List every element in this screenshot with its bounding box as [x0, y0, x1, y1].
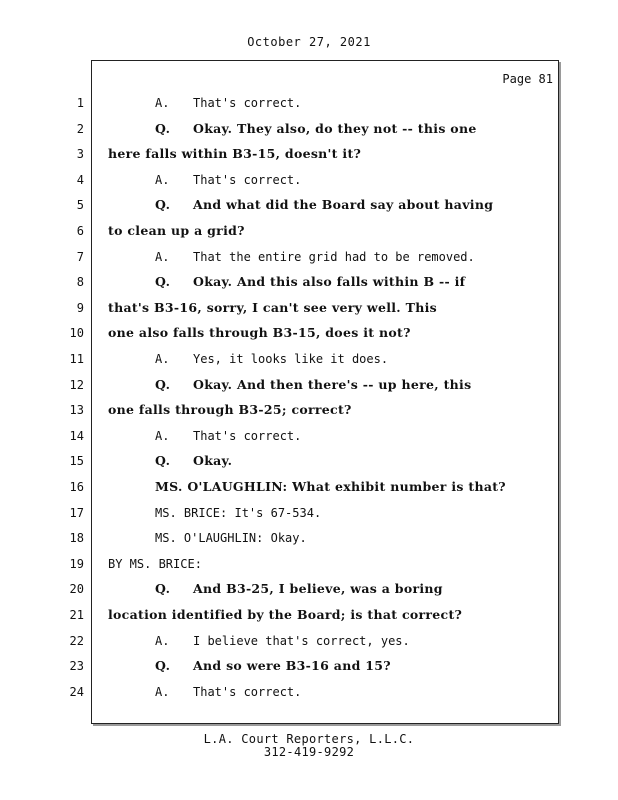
reporter-company: L.A. Court Reporters, L.L.C. — [203, 732, 415, 746]
line-text — [155, 632, 595, 650]
line-content: one also falls through B3-15, does it not? — [108, 325, 411, 341]
line-content: location identified by the Board; is that correct? — [108, 607, 463, 622]
line-content: MS. BRICE: It's 67-534. — [155, 505, 322, 520]
line-number: 13 — [69, 403, 84, 418]
line-text — [155, 273, 595, 291]
line-number: 24 — [69, 684, 84, 699]
line-text — [155, 657, 595, 675]
line-number: 14 — [69, 428, 84, 443]
transcript-line — [0, 196, 618, 214]
line-number: 12 — [69, 377, 84, 392]
line-number: 11 — [69, 352, 84, 366]
line-content: Okay. They also, do they not -- this one — [193, 120, 477, 136]
line-text — [155, 504, 595, 522]
line-text — [108, 145, 548, 163]
line-number: 22 — [69, 633, 84, 648]
speaker-marker: Q. — [155, 376, 171, 392]
line-number: 1 — [76, 96, 84, 110]
line-number: 8 — [76, 275, 84, 290]
line-text — [155, 196, 595, 214]
line-text — [155, 94, 595, 112]
transcript-line — [0, 248, 618, 266]
transcript-line — [0, 171, 618, 189]
speaker-marker: Q. — [155, 274, 171, 290]
speaker-marker: Q. — [155, 120, 171, 136]
line-text — [155, 683, 595, 701]
line-content: Okay. And then there's -- up here, this — [193, 376, 472, 392]
transcript-line — [0, 145, 618, 163]
line-number: 20 — [69, 582, 84, 597]
line-content: Okay. And this also falls within B -- if — [193, 274, 466, 290]
line-content: That's correct. — [193, 172, 302, 187]
line-text — [155, 376, 595, 394]
transcript-line — [0, 452, 618, 470]
speaker-marker: A. — [155, 684, 170, 699]
footer — [0, 733, 618, 759]
line-content: That's correct. — [193, 428, 302, 443]
line-text — [155, 452, 595, 470]
transcript-line — [0, 120, 618, 138]
transcript-line — [0, 478, 618, 496]
line-content: And B3-25, I believe, was a boring — [193, 581, 443, 597]
line-content: Yes, it looks like it does. — [193, 352, 389, 366]
line-content: BY MS. BRICE: — [108, 556, 202, 571]
transcript-line — [0, 606, 618, 624]
transcript-line — [0, 350, 618, 368]
line-text — [108, 222, 548, 240]
transcript-line — [0, 580, 618, 598]
speaker-marker: Q. — [155, 453, 171, 469]
speaker-marker: Q. — [155, 658, 171, 674]
transcript-line — [0, 376, 618, 394]
transcript-line — [0, 504, 618, 522]
speaker-marker: A. — [155, 172, 170, 187]
line-content: MS. O'LAUGHLIN: What exhibit number is that? — [155, 479, 506, 494]
speaker-marker: A. — [155, 428, 170, 443]
transcript-line — [0, 222, 618, 240]
line-content: that's B3-16, sorry, I can't see very well. This — [108, 299, 437, 315]
transcript-line — [0, 683, 618, 701]
line-text — [155, 529, 595, 547]
line-content: one falls through B3-25; correct? — [108, 402, 352, 418]
transcript-line — [0, 555, 618, 573]
transcript-line — [0, 94, 618, 112]
line-content: That's correct. — [193, 96, 302, 110]
line-text — [155, 248, 595, 266]
line-number: 10 — [69, 326, 84, 341]
speaker-marker: A. — [155, 352, 170, 366]
line-text — [108, 606, 548, 624]
line-number: 15 — [69, 454, 84, 469]
speaker-marker: A. — [155, 249, 170, 264]
line-number: 23 — [69, 659, 84, 674]
line-number: 17 — [69, 505, 84, 520]
line-text — [108, 324, 548, 342]
speaker-marker: A. — [155, 633, 170, 648]
line-number: 16 — [69, 480, 84, 494]
line-content: That's correct. — [193, 684, 302, 699]
line-number: 21 — [69, 608, 84, 622]
line-text — [155, 120, 595, 138]
line-content: Okay. — [193, 453, 233, 469]
line-text — [155, 478, 595, 496]
page-number: Page 81 — [502, 72, 553, 86]
transcript-line — [0, 401, 618, 419]
transcript-line — [0, 324, 618, 342]
line-text — [108, 401, 548, 419]
line-content: And so were B3-16 and 15? — [193, 658, 391, 674]
line-content: That the entire grid had to be removed. — [193, 249, 475, 264]
line-number: 7 — [76, 249, 84, 264]
line-content: to clean up a grid? — [108, 223, 245, 238]
reporter-phone: 312-419-9292 — [263, 745, 355, 759]
line-number: 18 — [69, 531, 84, 546]
line-text — [155, 350, 595, 368]
line-content: MS. O'LAUGHLIN: Okay. — [155, 531, 307, 546]
line-number: 6 — [76, 224, 84, 238]
transcript-line — [0, 657, 618, 675]
line-text — [108, 299, 548, 317]
transcript-date: October 27, 2021 — [247, 35, 371, 49]
speaker-marker: Q. — [155, 581, 171, 597]
line-text — [155, 580, 595, 598]
speaker-marker: Q. — [155, 197, 171, 213]
transcript-line — [0, 632, 618, 650]
line-content: I believe that's correct, yes. — [193, 633, 410, 648]
speaker-marker: A. — [155, 96, 170, 110]
line-number: 9 — [76, 300, 84, 315]
line-number: 4 — [76, 172, 84, 187]
line-number: 5 — [76, 198, 84, 213]
line-number: 3 — [76, 147, 84, 162]
line-content: And what did the Board say about having — [193, 197, 494, 213]
transcript-line — [0, 273, 618, 291]
line-number: 19 — [69, 556, 84, 571]
transcript-line — [0, 427, 618, 445]
transcript-line — [0, 299, 618, 317]
transcript-line — [0, 529, 618, 547]
line-text — [108, 555, 548, 573]
line-text — [155, 427, 595, 445]
line-text — [155, 171, 595, 189]
line-content: here falls within B3-15, doesn't it? — [108, 146, 362, 162]
line-number: 2 — [76, 121, 84, 136]
